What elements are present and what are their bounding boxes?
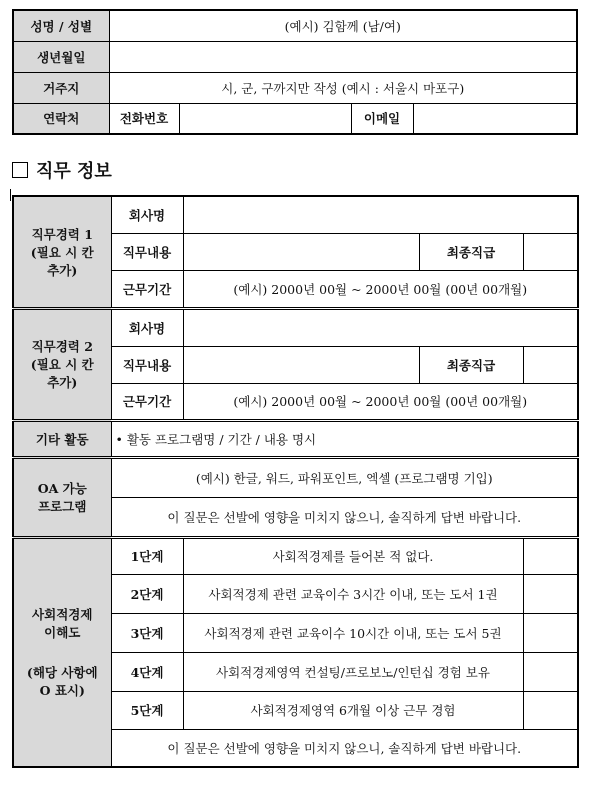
duty-field[interactable] (183, 346, 419, 383)
company-field[interactable] (183, 308, 578, 346)
text-cursor (10, 189, 11, 201)
birth-label: 생년월일 (13, 41, 109, 72)
company-label: 회사명 (111, 308, 183, 346)
level-mark-cell[interactable] (523, 574, 578, 613)
level-mark-cell[interactable] (523, 537, 578, 574)
oa-label-line2: 프로그램 (38, 499, 87, 514)
career-2-note: (필요 시 칸 (30, 357, 94, 372)
duty-field[interactable] (183, 233, 419, 270)
career-2-label (13, 308, 111, 420)
oa-field[interactable]: (예시) 한글, 워드, 파워포인트, 엑셀 (프로그램명 기입) (111, 457, 578, 497)
other-activity-field[interactable] (111, 420, 578, 457)
email-field[interactable] (413, 103, 577, 134)
period-field[interactable]: (예시) 2000년 00월 ~ 2000년 00월 (00년 00개월) (183, 383, 578, 420)
company-label: 회사명 (111, 196, 183, 233)
level-label: 2단계 (111, 574, 183, 613)
birth-field[interactable] (109, 41, 577, 72)
se-label-line1: 사회적경제 (32, 607, 93, 623)
career-1-label (13, 196, 111, 308)
social-economy-label (13, 537, 111, 767)
phone-label: 전화번호 (109, 103, 179, 134)
position-field[interactable] (523, 233, 578, 270)
career-1-note: (필요 시 칸 (30, 244, 94, 260)
phone-field[interactable] (179, 103, 351, 134)
period-field[interactable]: (예시) 2000년 00월 ~ 2000년 00월 (00년 00개월) (183, 270, 578, 308)
company-field[interactable] (183, 196, 578, 233)
other-activity-label: 기타 활동 (13, 420, 111, 457)
level-label: 4단계 (111, 652, 183, 691)
section-title-text: 직무 정보 (36, 161, 112, 182)
position-label: 최종직급 (419, 346, 523, 383)
level-mark-cell[interactable] (523, 613, 578, 652)
name-field[interactable]: (예시) 김함께 (남/여) (109, 10, 577, 41)
career-1-title: 직무경력 1 (31, 226, 93, 242)
level-mark-cell[interactable] (523, 652, 578, 691)
level-desc: 사회적경제 관련 교육이수 10시간 이내, 또는 도서 5권 (183, 613, 523, 652)
duty-label: 직무내용 (111, 346, 183, 383)
section-title (12, 157, 112, 183)
checkbox-square-icon (12, 162, 28, 178)
level-desc: 사회적경제 관련 교육이수 3시간 이내, 또는 도서 1권 (183, 574, 523, 613)
oa-label (13, 457, 111, 537)
level-label: 5단계 (111, 691, 183, 729)
contact-label: 연락처 (13, 103, 109, 134)
career-2-title: 직무경력 2 (31, 339, 93, 354)
personal-info-table (12, 9, 578, 135)
period-label: 근무기간 (111, 383, 183, 420)
se-label-line4: O 표시) (39, 683, 85, 699)
level-desc: 사회적경제영역 6개월 이상 근무 경험 (183, 691, 523, 729)
oa-label-line1: OA 가능 (37, 481, 87, 496)
level-label: 3단계 (111, 613, 183, 652)
position-field[interactable] (523, 346, 578, 383)
job-info-table (12, 195, 579, 768)
level-mark-cell[interactable] (523, 691, 578, 729)
name-label: 성명 / 성별 (13, 10, 109, 41)
level-desc: 사회적경제를 들어본 적 없다. (183, 537, 523, 574)
duty-label: 직무내용 (111, 233, 183, 270)
address-label: 거주지 (13, 72, 109, 103)
bullet-icon: • (115, 431, 123, 447)
address-field[interactable]: 시, 군, 구까지만 작성 (예시 : 서울시 마포구) (109, 72, 577, 103)
level-desc: 사회적경제영역 컨설팅/프로보노/인턴십 경험 보유 (183, 652, 523, 691)
position-label: 최종직급 (419, 233, 523, 270)
career-2-note-2: 추가) (47, 375, 78, 390)
level-label: 1단계 (111, 537, 183, 574)
period-label: 근무기간 (111, 270, 183, 308)
other-activity-text: 활동 프로그램명 / 기간 / 내용 명시 (126, 431, 317, 447)
oa-notice: 이 질문은 선발에 영향을 미치지 않으니, 솔직하게 답변 바랍니다. (111, 497, 578, 537)
career-1-note-2: 추가) (47, 262, 78, 278)
se-label-line2: 이해도 (44, 625, 81, 641)
email-label: 이메일 (351, 103, 413, 134)
se-label-line3: (해당 사항에 (26, 665, 98, 681)
social-economy-notice: 이 질문은 선발에 영향을 미치지 않으니, 솔직하게 답변 바랍니다. (111, 729, 578, 767)
